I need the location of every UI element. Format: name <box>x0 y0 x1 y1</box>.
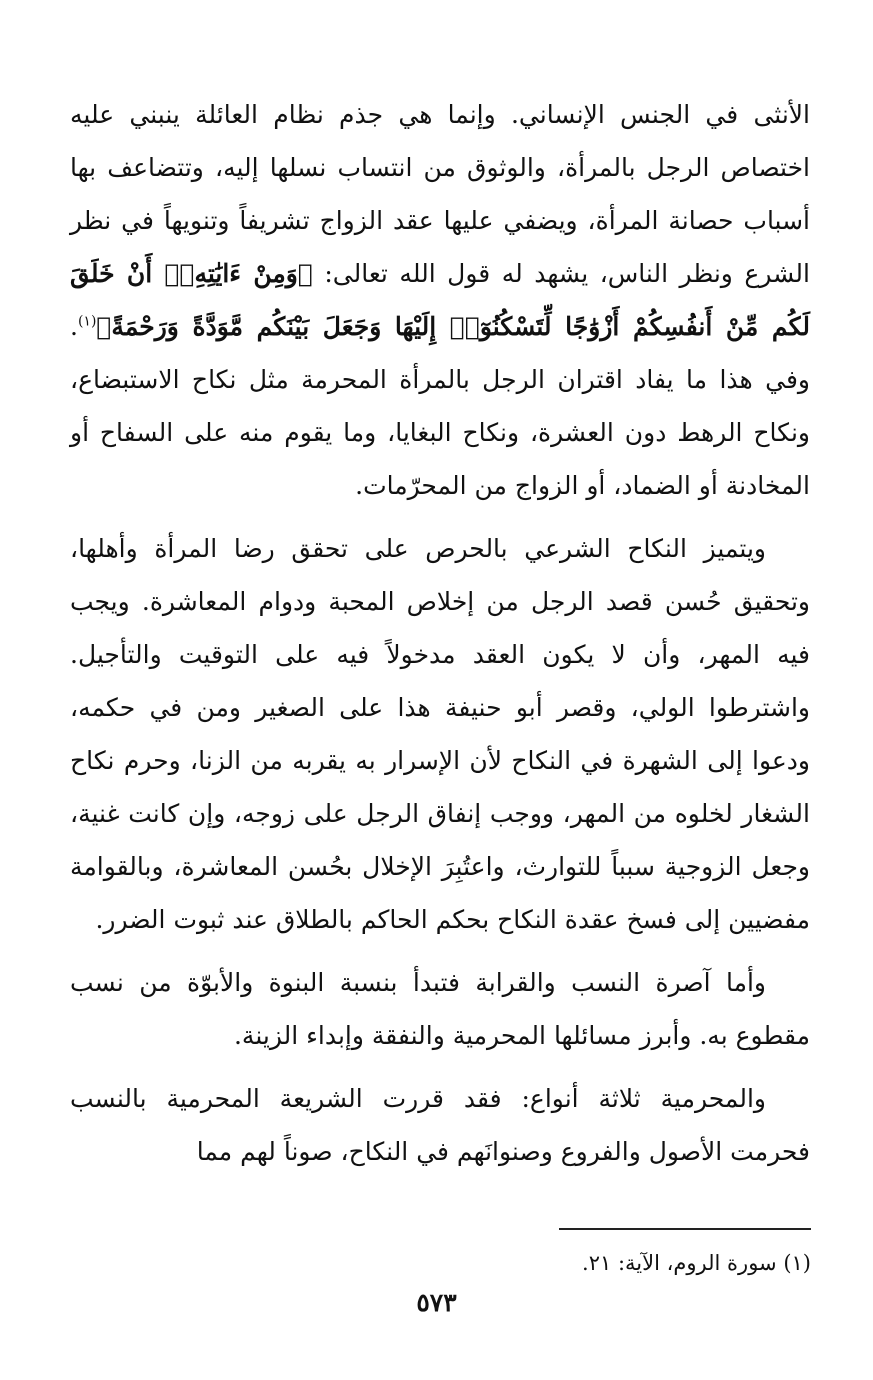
main-text <box>70 88 810 1178</box>
footnote-separator <box>559 1228 811 1230</box>
paragraph-2: ويتميز النكاح الشرعي بالحرص على تحقق رضا المرأة وأهلها، وتحقيق حُسن قصد الرجل من إخلاص المحبة ودوام المعاشرة. ويجب فيه المهر، وأن لا يكون العقد مدخولاً فيه على التوقيت والتأجيل. واشترطوا الولي، وقصر أبو حنيفة هذا على الصغير ومن في حكمه، ودعوا إلى الشهرة في النكاح لأن الإسرار به يقربه من الزنا، وحرم نكاح الشغار لخلوه من المهر، ووجب إنفاق الرجل على زوجه، وإن كانت غنية، وجعل الزوجية سبباً للتوارث، واعتُبِرَ الإخلال بحُسن المعاشرة، وبالقوامة مفضيين إلى فسخ عقدة النكاح بحكم الحاكم بالطلاق عند ثبوت الضرر. <box>70 534 810 934</box>
paragraph-1-text-after: . وفي هذا ما يفاد اقتران الرجل بالمرأة المحرمة مثل نكاح الاستبضاع، ونكاح الرهط دون العشرة، ونكاح البغايا، وما يقوم منه على السفاح أو المخادنة أو الضماد، أو الزواج من المحرّمات. <box>70 312 810 500</box>
footnote: (١) سورة الروم، الآية: ٢١. <box>582 1251 811 1275</box>
paragraph-3: وأما آصرة النسب والقرابة فتبدأ بنسبة البنوة والأبوّة من نسب مقطوع به. وأبرز مسائلها المحرمية والنفقة وإبداء الزينة. <box>70 968 810 1050</box>
paragraph-1-text-before: الأنثى في الجنس الإنساني. وإنما هي جذم نظام العائلة ينبني عليه اختصاص الرجل بالمرأة، والوثوق من انتساب نسلها إليه، وتتضاعف بها أسباب حصانة المرأة، ويضفي عليها عقد الزواج تشريفاً وتنويهاً في نظر الشرع ونظر الناس، يشهد له قول الله تعالى: <box>70 100 810 288</box>
quran-verse: ﴿وَمِنْ ءَايَٰتِهِۦٓ أَنْ خَلَقَ لَكُم مِّنْ أَنفُسِكُمْ أَزْوَٰجًا لِّتَسْكُنُوٓا۟ إِلَيْهَا وَجَعَلَ بَيْنَكُم مَّوَدَّةً وَرَحْمَةً﴾ <box>70 259 810 341</box>
page-number: ٥٧٣ <box>416 1288 457 1317</box>
footnote-reference: (١) <box>77 313 97 330</box>
paragraph-4: والمحرمية ثلاثة أنواع: فقد قررت الشريعة المحرمية بالنسب فحرمت الأصول والفروع وصنوانَهم في النكاح، صوناً لهم مما <box>70 1084 810 1166</box>
paragraph-1 <box>70 88 810 512</box>
